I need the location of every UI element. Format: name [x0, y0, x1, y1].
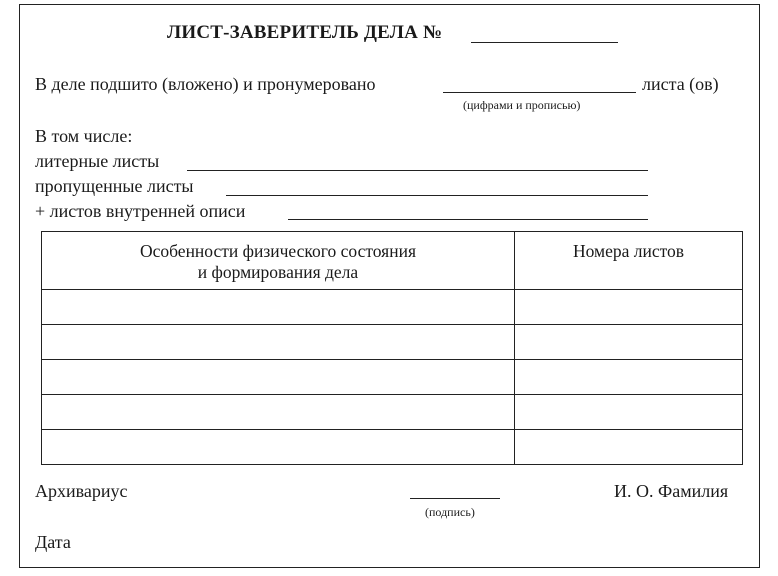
features-header-line-1: Особенности физического состояния [139, 241, 417, 261]
form-title: ЛИСТ-ЗАВЕРИТЕЛЬ ДЕЛА № [167, 22, 443, 43]
missing-sheets-field[interactable] [226, 195, 648, 196]
inventory-sheets-field[interactable] [288, 219, 648, 220]
date-label: Дата [35, 532, 71, 552]
sheet-numbers-cell[interactable] [515, 430, 743, 465]
table-row [42, 325, 743, 360]
literal-sheets-field[interactable] [187, 170, 648, 171]
case-number-field[interactable] [471, 42, 618, 43]
features-cell[interactable] [42, 325, 515, 360]
features-header-line-2: и формирования дела [197, 262, 359, 282]
missing-sheets-label: пропущенные листы [35, 176, 194, 196]
inventory-sheets-label: + листов внутренней описи [35, 201, 246, 221]
features-cell[interactable] [42, 290, 515, 325]
features-column-header [42, 232, 515, 290]
sheets-unit-label: листа (ов) [642, 74, 719, 94]
table-header-row [42, 232, 743, 290]
sheet-numbers-cell[interactable] [515, 395, 743, 430]
archivist-label: Архивариус [35, 481, 128, 501]
table-row [42, 395, 743, 430]
features-cell[interactable] [42, 430, 515, 465]
table-row [42, 360, 743, 395]
archivist-name: И. О. Фамилия [614, 481, 729, 501]
sheet-numbers-cell[interactable] [515, 360, 743, 395]
table-row [42, 290, 743, 325]
literal-sheets-label: литерные листы [35, 151, 160, 171]
sheets-count-label: В деле подшито (вложено) и пронумеровано [35, 74, 376, 94]
features-cell[interactable] [42, 395, 515, 430]
sheets-count-field[interactable] [443, 92, 636, 93]
signature-field[interactable] [410, 498, 500, 499]
features-cell[interactable] [42, 360, 515, 395]
sheet-numbers-cell[interactable] [515, 290, 743, 325]
table-row [42, 430, 743, 465]
condition-table [41, 231, 743, 465]
signature-hint: (подпись) [425, 505, 475, 519]
sheets-count-hint: (цифрами и прописью) [463, 98, 581, 112]
including-label: В том числе: [35, 126, 133, 146]
sheet-numbers-cell[interactable] [515, 325, 743, 360]
sheet-numbers-column-header: Номера листов [515, 232, 743, 290]
